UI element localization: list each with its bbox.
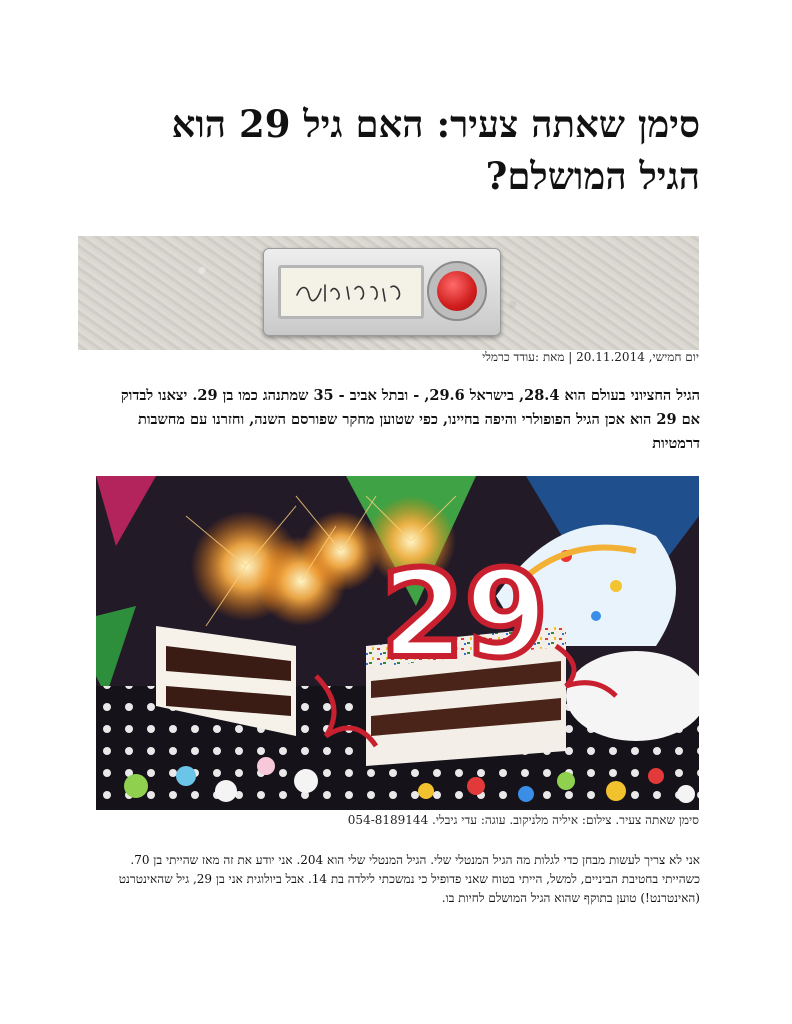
photo-caption: סימן שאתה צעיר. צילום: איליה מלניקוב. עוגה: עדי גיבלי. 054-8189144 [347,813,699,827]
doorbell-nameplate-icon [263,248,501,336]
nameplate [278,265,424,319]
article-body: אני לא צריך לעשות מבחן כדי לגלות מה הגיל המנטלי שלי. הגיל המנטלי שלי הוא 204. אני יודע את זה מאז שהייתי בן 70. כשהייתי בחטיבת הביניים, למשל, הייתי בטוח שאני פדופיל כי נמשכתי לילדה בת 14. אבל ביולוגית אני בן 29, גיל שהאינטרנט (האינטרנט!) טוען בתוקף שהוא הגיל המושלם לחיות בו. [118,853,700,905]
cake-number: 29 [381,546,548,685]
bell-button-icon [427,261,487,321]
birthday-cake-photo [96,476,699,810]
article-headline: סימן שאתה צעיר: האם גיל 29 הוא הגיל המושלם? [171,102,700,198]
candle-number-29 [381,546,548,685]
handwritten-name-signature [291,277,411,307]
article-byline: יום חמישי, 20.11.2014 | מאת :עודד כרמלי [482,350,699,364]
article-lead: הגיל החציוני בעולם הוא 28.4, בישראל 29.6, - ובתל אביב - 35 שמתנהג כמו בן 29. יצאנו לבדוק אם 29 הוא אכן הגיל הפופולרי והיפה בחיינו, כפי שטוען מחקר שפורסם השנה, וחזרנו עם מחשבות דרמטיות [120,387,700,452]
bell-red-button [437,271,477,311]
birthday-cake-29-candles-photo [96,476,699,810]
banner-image [78,236,699,350]
